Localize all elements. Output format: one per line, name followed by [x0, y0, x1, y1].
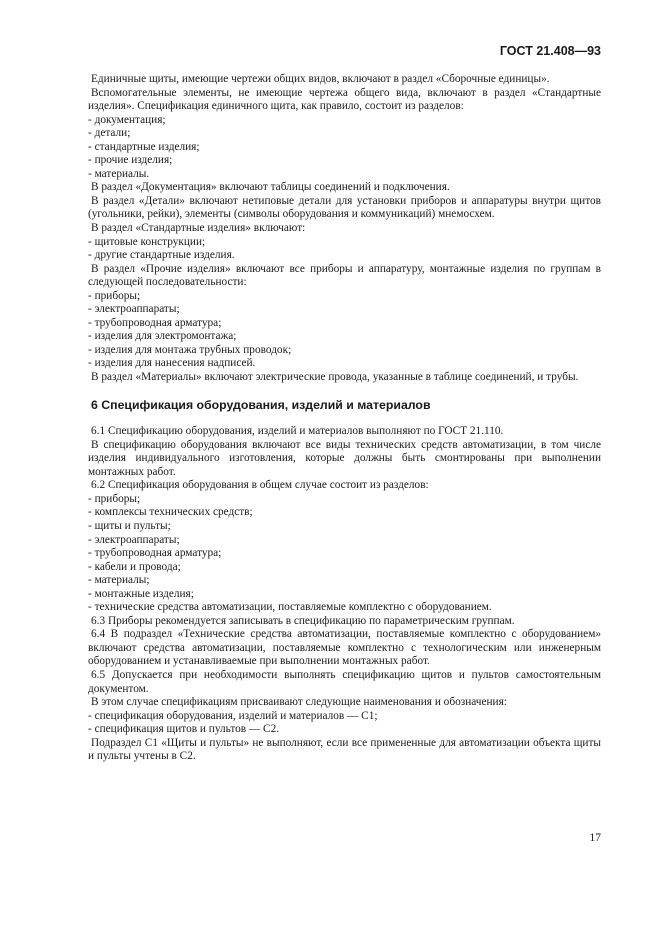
section-5-continued	[88, 73, 601, 385]
list-item: - изделия для нанесения надписей.	[88, 357, 256, 370]
paragraph: В раздел «Детали» включают нетиповые детали для установки приборов и аппаратуры внутри щитов (угольники, рейки), элементы (символы оборудования и коммуникаций) мнемосхем.	[88, 194, 601, 221]
section-6	[88, 425, 601, 764]
list-item: - комплексы технических средств;	[88, 506, 253, 519]
paragraph: 6.1 Спецификацию оборудования, изделий и материалов выполняют по ГОСТ 21.110.	[91, 425, 504, 438]
list-item: - документация;	[88, 113, 166, 126]
list-item: - технические средства автоматизации, поставляемые комплектно с оборудованием.	[88, 601, 492, 614]
list-item: - щитовые конструкции;	[88, 235, 206, 248]
paragraph: В раздел «Материалы» включают электрические провода, указанные в таблице соединений, и трубы.	[91, 371, 579, 384]
list-item: - приборы;	[88, 289, 141, 302]
paragraph: 6.2 Спецификация оборудования в общем случае состоит из разделов:	[91, 479, 429, 492]
list-item: - электроаппараты;	[88, 303, 180, 316]
list-item: - другие стандартные изделия.	[88, 249, 235, 262]
page-number: 17	[589, 832, 601, 844]
paragraph: 6.4 В подраздел «Технические средства автоматизации, поставляемые комплектно с оборудованием» включают средства автоматизации, поставляемые комплектно с технологическим или инженерным оборудованием и устанавливаемые при выполнении монтажных работ.	[88, 628, 601, 668]
list-item: - изделия для монтажа трубных проводок;	[88, 343, 292, 356]
section-6-heading: 6 Спецификация оборудования, изделий и материалов	[91, 397, 431, 412]
list-item: - щиты и пульты;	[88, 519, 171, 532]
list-item: - детали;	[88, 127, 131, 140]
paragraph: В раздел «Прочие изделия» включают все приборы и аппаратуру, монтажные изделия по группам в следующей последовательности:	[88, 262, 601, 289]
list-item: - трубопроводная арматура;	[88, 316, 222, 329]
list-item: - материалы.	[88, 167, 150, 180]
paragraph: Вспомогательные элементы, не имеющие чертежа общего вида, включают в раздел «Стандартные изделия». Спецификация единичного щита, как правило, состоит из разделов:	[88, 86, 601, 113]
list-item: - изделия для электромонтажа;	[88, 330, 237, 343]
paragraph: В раздел «Стандартные изделия» включают:	[91, 222, 306, 235]
paragraph: Подраздел С1 «Щиты и пульты» не выполняют, если все примененные для автоматизации объекта щиты и пульты учтены в С2.	[88, 736, 601, 763]
list-item: - прочие изделия;	[88, 154, 173, 167]
paragraph: 6.3 Приборы рекомендуется записывать в спецификацию по параметрическим группам.	[91, 614, 515, 627]
paragraph: В раздел «Документация» включают таблицы соединений и подключения.	[91, 181, 450, 194]
list-item: - спецификация оборудования, изделий и материалов — С1;	[88, 709, 378, 722]
document-designation: ГОСТ 21.408—93	[499, 44, 601, 58]
list-item: - спецификация щитов и пультов — С2.	[88, 723, 280, 736]
list-item: - монтажные изделия;	[88, 587, 194, 600]
list-item: - трубопроводная арматура;	[88, 547, 222, 560]
list-item: - стандартные изделия;	[88, 140, 200, 153]
paragraph: В этом случае спецификациям присваивают следующие наименования и обозначения:	[91, 696, 507, 709]
page-body	[88, 73, 601, 764]
list-item: - приборы;	[88, 492, 141, 505]
list-item: - материалы;	[88, 574, 150, 587]
paragraph: 6.5 Допускается при необходимости выполнять спецификацию щитов и пультов самостоятельным документом.	[88, 668, 601, 695]
list-item: - кабели и провода;	[88, 560, 181, 573]
paragraph: В спецификацию оборудования включают все виды технических средств автоматизации, в том числе изделия индивидуального изготовления, которые должны быть смонтированы при выполнении монтажных работ.	[88, 438, 601, 478]
list-item: - электроаппараты;	[88, 533, 180, 546]
paragraph: Единичные щиты, имеющие чертежи общих видов, включают в раздел «Сборочные единицы».	[91, 73, 550, 85]
